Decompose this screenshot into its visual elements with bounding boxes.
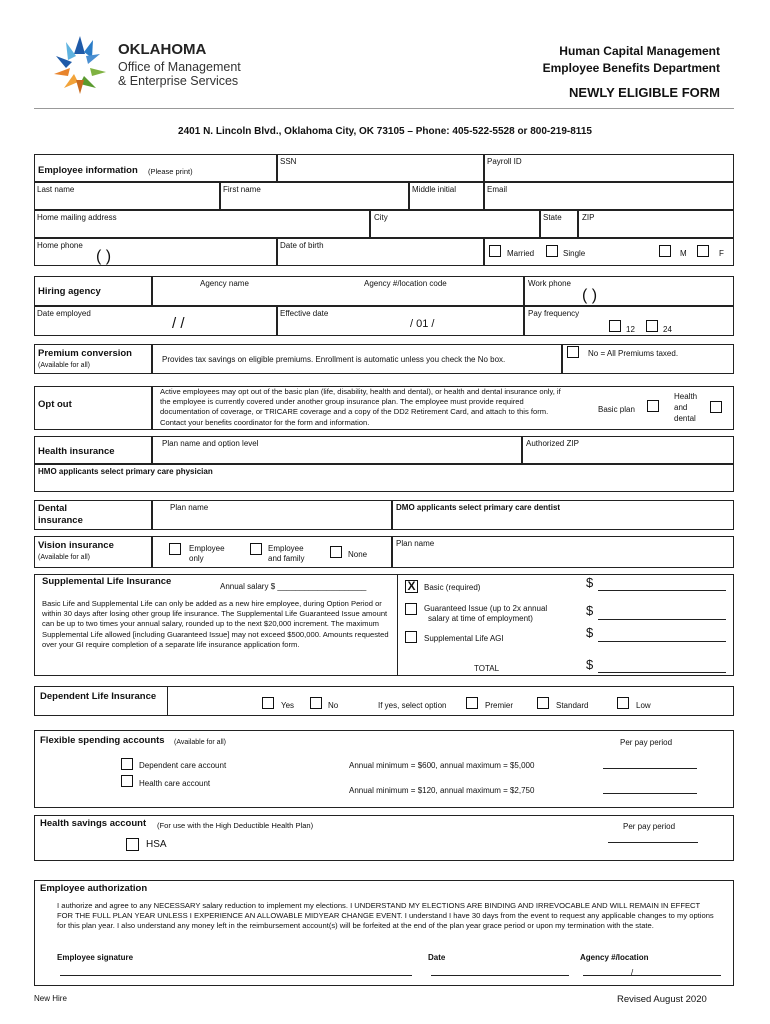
- section-divider: [397, 574, 398, 676]
- effective-date-value: / 01 /: [410, 318, 435, 330]
- last-name-label: Last name: [37, 185, 75, 194]
- hsa-per-pay-label: Per pay period: [623, 822, 676, 831]
- premium-desc-text: Provides tax savings on eligible premiums. Enrollment is automatic unless you check the No box.: [162, 355, 506, 364]
- low-checkbox[interactable]: [617, 697, 629, 709]
- print-note: (Please print): [148, 167, 193, 176]
- zip-field[interactable]: [578, 210, 734, 238]
- dept-line-1: Human Capital Management: [559, 44, 720, 58]
- basic-plan-label: Basic plan: [598, 405, 635, 414]
- health-dental-label-3: dental: [674, 414, 696, 423]
- date-line[interactable]: [431, 975, 569, 976]
- section-divider: [167, 686, 168, 716]
- pay-12-label: 12: [626, 325, 635, 334]
- dental-plan-label: Plan name: [170, 503, 209, 512]
- total-label: TOTAL: [474, 664, 500, 673]
- date-label: Date: [428, 953, 446, 962]
- agi-dollar: $: [586, 625, 594, 640]
- vision-none-label: None: [348, 550, 368, 559]
- header-divider: [34, 108, 734, 109]
- zip-label: ZIP: [582, 213, 595, 222]
- health-care-limits: Annual minimum = $120, annual maximum = $2,750: [349, 786, 535, 795]
- dependent-no-label: No: [328, 701, 339, 710]
- home-address-label: Home mailing address: [37, 213, 117, 222]
- dependent-yes-label: Yes: [281, 701, 295, 710]
- health-dental-label-1: Health: [674, 392, 698, 401]
- state-label: State: [543, 213, 562, 222]
- vision-family-checkbox[interactable]: [250, 543, 262, 555]
- middle-initial-label: Middle initial: [412, 185, 457, 194]
- guaranteed-issue-checkbox[interactable]: [405, 603, 417, 615]
- basic-required-checkbox[interactable]: X: [405, 580, 418, 593]
- total-amount-line[interactable]: [598, 672, 726, 673]
- phone-parens: ( ): [96, 248, 112, 265]
- work-phone-parens: ( ): [582, 287, 598, 304]
- health-dental-checkbox[interactable]: [710, 401, 722, 413]
- logo-star-icon: [54, 36, 106, 94]
- dept-line-2: Employee Benefits Department: [542, 61, 720, 75]
- male-checkbox[interactable]: [659, 245, 671, 257]
- dependent-care-limits: Annual minimum = $600, annual maximum = $5,000: [349, 761, 535, 770]
- section-title-2: insurance: [38, 515, 83, 526]
- gi-label-2: salary at time of employment): [428, 614, 533, 623]
- single-label: Single: [563, 249, 586, 258]
- section-note: (For use with the High Deductible Health Plan): [157, 821, 314, 830]
- agency-location-label: Agency #/location: [580, 953, 649, 962]
- supplemental-agi-checkbox[interactable]: [405, 631, 417, 643]
- gi-dollar: $: [586, 603, 594, 618]
- city-field[interactable]: [370, 210, 540, 238]
- section-title: Dependent Life Insurance: [40, 691, 157, 702]
- email-field[interactable]: [484, 182, 734, 210]
- section-title-1: Dental: [38, 503, 68, 514]
- ssn-field[interactable]: [277, 154, 484, 182]
- section-title: Employee information: [38, 165, 138, 176]
- agency-code-label: Agency #/location code: [364, 279, 447, 288]
- first-name-label: First name: [223, 185, 261, 194]
- section-title: Opt out: [38, 399, 72, 410]
- standard-label: Standard: [556, 701, 589, 710]
- section-title: Hiring agency: [38, 286, 101, 297]
- section-note: (Available for all): [38, 362, 91, 369]
- section-title: Premium conversion: [38, 348, 132, 359]
- annual-salary-field[interactable]: Annual salary $ ____________________: [220, 582, 367, 591]
- health-care-label: Health care account: [139, 779, 211, 788]
- pay-frequency-label: Pay frequency: [528, 309, 580, 318]
- pay-24-label: 24: [663, 325, 672, 334]
- vision-emp-label-2: only: [189, 554, 204, 563]
- logo-subtitle-1: Office of Management: [118, 60, 241, 74]
- section-title: Employee authorization: [40, 883, 148, 894]
- gi-label-1: Guaranteed Issue (up to 2x annual: [424, 604, 548, 613]
- if-yes-label: If yes, select option: [378, 701, 447, 710]
- vision-emp-label-1: Employee: [189, 544, 225, 553]
- signature-line[interactable]: [60, 975, 412, 976]
- basic-amount-line[interactable]: [598, 590, 726, 591]
- dob-label: Date of birth: [280, 241, 324, 250]
- pay-24-checkbox[interactable]: [646, 320, 658, 332]
- standard-checkbox[interactable]: [537, 697, 549, 709]
- vision-plan-label: Plan name: [396, 539, 435, 548]
- total-dollar: $: [586, 657, 594, 672]
- payroll-label: Payroll ID: [487, 157, 522, 166]
- health-plan-label: Plan name and option level: [162, 439, 259, 448]
- premium-no-checkbox[interactable]: [567, 346, 579, 358]
- section-title: Flexible spending accounts: [40, 735, 165, 746]
- agency-logo: [48, 34, 112, 96]
- supplemental-text: Basic Life and Supplemental Life can only be added as a new hire employee, during Option Period or within 30 days after losing other group life insurance. The Supplemental Life Guaranteed Issue amount can be up to two times your annual salary, rounded up to the next $20,000 increment. The maximum Supplemental Life allowed [including Guaranteed Issue] may not exceed $500,000. Amounts requested over your GI require completion of a separate life insurance application form.: [42, 599, 389, 649]
- basic-plan-checkbox[interactable]: [647, 400, 659, 412]
- section-border: [34, 880, 734, 986]
- section-note: (Available for all): [38, 554, 91, 561]
- hsa-checkbox[interactable]: [126, 838, 139, 851]
- vision-fam-label-1: Employee: [268, 544, 304, 553]
- pay-12-checkbox[interactable]: [609, 320, 621, 332]
- female-label: F: [719, 249, 724, 258]
- city-label: City: [374, 213, 388, 222]
- vision-employee-only-checkbox[interactable]: [169, 543, 181, 555]
- vision-plan-field[interactable]: [392, 536, 734, 568]
- single-checkbox[interactable]: [546, 245, 558, 257]
- married-checkbox[interactable]: [489, 245, 501, 257]
- dependent-no-checkbox[interactable]: [310, 697, 322, 709]
- footer-revised: Revised August 2020: [617, 994, 707, 1005]
- section-title: Vision insurance: [38, 540, 114, 551]
- email-label: Email: [487, 185, 508, 194]
- premium-no-label: No = All Premiums taxed.: [588, 349, 679, 358]
- hsa-label: HSA: [146, 839, 167, 850]
- section-note: (Available for all): [174, 739, 227, 746]
- premier-label: Premier: [485, 701, 514, 710]
- logo-title: OKLAHOMA: [118, 41, 207, 58]
- hmo-label: HMO applicants select primary care physician: [38, 467, 213, 476]
- agi-label: Supplemental Life AGI: [424, 634, 504, 643]
- female-checkbox[interactable]: [697, 245, 709, 257]
- date-slashes: / /: [172, 315, 185, 332]
- effective-date-label: Effective date: [280, 309, 329, 318]
- section-title: Health insurance: [38, 446, 115, 457]
- male-label: M: [680, 249, 687, 258]
- section-title: Supplemental Life Insurance: [42, 576, 172, 587]
- agency-location-line[interactable]: [583, 975, 721, 976]
- work-phone-label: Work phone: [528, 279, 571, 288]
- agency-name-label: Agency name: [200, 279, 249, 288]
- agency-slash: /: [631, 968, 634, 977]
- hsa-amount-line[interactable]: [608, 842, 698, 843]
- basic-required-label: Basic (required): [424, 583, 481, 592]
- dependent-yes-checkbox[interactable]: [262, 697, 274, 709]
- signature-label: Employee signature: [57, 953, 134, 962]
- logo-subtitle-2: & Enterprise Services: [118, 74, 239, 88]
- authorized-zip-label: Authorized ZIP: [526, 439, 579, 448]
- section-title: Health savings account: [40, 818, 147, 829]
- premier-checkbox[interactable]: [466, 697, 478, 709]
- married-label: Married: [507, 249, 535, 258]
- footer-new-hire: New Hire: [34, 994, 67, 1003]
- opt-out-text: Active employees may opt out of the basic plan (life, disability, health and dental), or health and dental insurance only, if the employee is currently covered under another group insurance plan. The employee must provide required documentation of coverage, or TRICARE coverage and a copy of the DD2 Retirement Card, and attach to this form. Contact your benefits coordinator for the form and information.: [160, 387, 561, 427]
- form-title: NEWLY ELIGIBLE FORM: [569, 85, 720, 100]
- per-pay-label: Per pay period: [620, 738, 673, 747]
- basic-dollar: $: [586, 575, 594, 590]
- dependent-care-label: Dependent care account: [139, 761, 227, 770]
- office-address: 2401 N. Lincoln Blvd., Oklahoma City, OK 73105 – Phone: 405-522-5528 or 800-219-8115: [178, 126, 592, 137]
- vision-none-checkbox[interactable]: [330, 546, 342, 558]
- dependent-care-checkbox[interactable]: [121, 758, 133, 770]
- dmo-label: DMO applicants select primary care dentist: [396, 503, 561, 512]
- health-dental-label-2: and: [674, 403, 688, 412]
- agi-amount-line[interactable]: [598, 641, 726, 642]
- dependent-care-amount-line[interactable]: [603, 768, 697, 769]
- gi-amount-line[interactable]: [598, 619, 726, 620]
- ssn-label: SSN: [280, 157, 297, 166]
- date-employed-label: Date employed: [37, 309, 91, 318]
- health-care-checkbox[interactable]: [121, 775, 133, 787]
- vision-fam-label-2: and family: [268, 554, 305, 563]
- health-care-amount-line[interactable]: [603, 793, 697, 794]
- home-phone-label: Home phone: [37, 241, 83, 250]
- authorization-text: I authorize and agree to any NECESSARY salary reduction to implement my elections. I UNDERSTAND MY ELECTIONS ARE BINDING AND IRREVOCABLE AND WILL REMAIN IN EFFECT FOR THE FULL PLAN YEAR UNLESS I EXPERIENCE AN ALLOWABLE MIDYEAR CHANGE EVENT. I understand I have 30 days from the event to request any applicable changes to my options for this plan year. I also understand any money left in the reimbursement account(s) will be forfeited at the end of the plan year grace period or upon my termination with the state.: [57, 901, 714, 931]
- low-label: Low: [636, 701, 651, 710]
